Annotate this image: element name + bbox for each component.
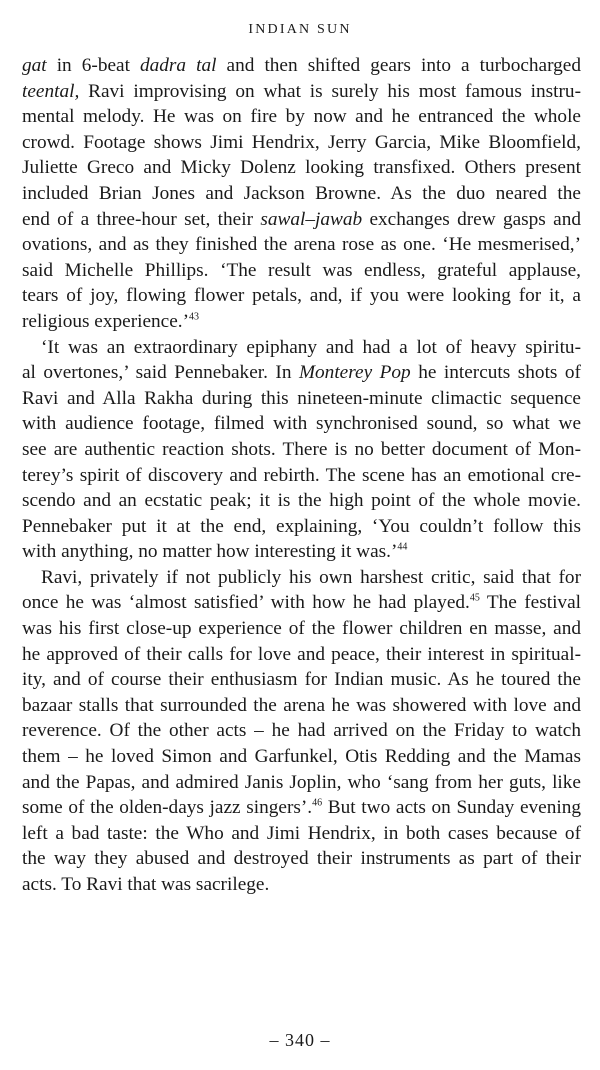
text-line (22, 718, 581, 744)
text-run: crowd. Footage shows Jimi Hendrix, Jerry Garcia, Mike Bloomfield, (22, 131, 581, 153)
italic-term: sawal–jawab (260, 208, 363, 230)
paragraph (22, 53, 581, 335)
italic-term: gat (22, 55, 47, 76)
text-line (22, 283, 581, 309)
text-run: mental melody. He was on fire by now and he entranced the whole (22, 106, 581, 128)
italic-term: Monterey Pop (298, 362, 411, 384)
text-line (22, 616, 581, 642)
text-run: ‘It was an extraordinary epiphany and had a lot of heavy spiritu- (41, 336, 581, 358)
text-line (22, 488, 581, 514)
text-line (22, 360, 581, 386)
text-line (22, 872, 581, 898)
footnote-marker: 45 (469, 593, 480, 605)
footnote-marker: 43 (189, 311, 200, 323)
text-run: ovations, and as they finished the arena rose as one. ‘He mesmerised,’ (22, 234, 581, 256)
text-run: see are authentic reaction shots. There is no better document of Mon- (22, 438, 581, 460)
text-line (22, 335, 581, 361)
text-run: Ravi and Alla Rakha during this nineteen-minute climactic sequence (22, 387, 581, 409)
text-run: But two acts on Sunday evening (322, 797, 582, 819)
text-run: said Michelle Phillips. ‘The result was endless, grateful applause, (22, 259, 581, 281)
text-run: and the Papas, and admired Janis Joplin, who ‘sang from her guts, like (22, 771, 581, 793)
text-run: end of a three-hour set, their (22, 208, 261, 230)
text-run: was his first close-up experience of the flower children en masse, and (22, 618, 581, 640)
text-line (22, 770, 581, 796)
text-run: Pennebaker put it at the end, explaining, ‘You couldn’t follow this (22, 515, 581, 537)
text-run: religious experience.’ (22, 310, 190, 332)
text-run: bazaar stalls that surrounded the arena he was showered with love and (22, 694, 581, 716)
text-line (22, 667, 581, 693)
paragraph (22, 565, 581, 898)
text-line (22, 821, 581, 847)
footnote-marker: 44 (397, 541, 408, 553)
text-line (22, 258, 581, 284)
text-line (22, 53, 581, 79)
text-run: Ravi improvising on what is surely his most famous instru- (79, 80, 581, 102)
text-run: with anything, no matter how interesting it was.’ (22, 541, 398, 563)
running-head: INDIAN SUN (248, 22, 352, 37)
text-line (22, 795, 581, 821)
text-line (22, 79, 581, 105)
footnote-marker: 46 (312, 797, 323, 809)
text-run: once he was ‘almost satisfied’ with how he had played. (22, 592, 470, 614)
text-run: Ravi, privately if not publicly his own harshest critic, said that for (41, 566, 581, 588)
text-line (22, 590, 581, 616)
text-run: scendo and an ecstatic peak; it is the high point of the whole movie. (22, 490, 581, 512)
text-run: he intercuts shots of (410, 362, 581, 384)
text-line (22, 565, 581, 591)
text-line (22, 846, 581, 872)
text-run: the way they abused and destroyed their instruments as part of their (22, 848, 581, 870)
text-line (22, 744, 581, 770)
text-line (22, 437, 581, 463)
text-line (22, 514, 581, 540)
text-run: The festival (479, 592, 581, 614)
text-run: tears of joy, flowing flower petals, and, if you were looking for it, a (22, 285, 581, 307)
text-line (22, 642, 581, 668)
text-run: in 6-beat (46, 55, 140, 76)
text-line (22, 463, 581, 489)
italic-term: teental, (22, 80, 80, 102)
text-line (22, 539, 581, 565)
text-run: them – he loved Simon and Garfunkel, Otis Redding and the Mamas (22, 746, 581, 768)
text-run: acts. To Ravi that was sacrilege. (22, 874, 270, 895)
paragraph (22, 335, 581, 565)
text-line (22, 130, 581, 156)
text-run: with audience footage, filmed with synchronised sound, so what we (22, 413, 581, 435)
page-number: – 340 – (269, 1030, 331, 1050)
text-run: terey’s spirit of discovery and rebirth. The scene has an emotional cre- (22, 464, 581, 486)
text-line (22, 411, 581, 437)
text-run: al overtones,’ said Pennebaker. In (22, 362, 299, 384)
text-run: Juliette Greco and Micky Dolenz looking transfixed. Others present (22, 157, 581, 179)
text-line (22, 386, 581, 412)
text-run: exchanges drew gasps and (362, 208, 581, 230)
text-line (22, 181, 581, 207)
text-line (22, 155, 581, 181)
text-run: included Brian Jones and Jackson Browne. As the duo neared the (22, 182, 581, 204)
text-run: reverence. Of the other acts – he had arrived on the Friday to watch (22, 720, 581, 742)
text-line (22, 693, 581, 719)
body-text (22, 53, 581, 898)
text-run: he approved of their calls for love and peace, their interest in spiritual- (22, 643, 581, 665)
italic-term: dadra tal (140, 55, 217, 76)
text-run: and then shifted gears into a turbocharged (216, 55, 582, 76)
text-line (22, 232, 581, 258)
text-run: ity, and of course their enthusiasm for Indian music. As he toured the (22, 669, 581, 691)
text-run: left a bad taste: the Who and Jimi Hendrix, in both cases because of (22, 822, 581, 844)
text-line (22, 104, 581, 130)
text-line (22, 207, 581, 233)
text-line (22, 309, 581, 335)
text-run: some of the olden-days jazz singers’. (22, 797, 313, 819)
